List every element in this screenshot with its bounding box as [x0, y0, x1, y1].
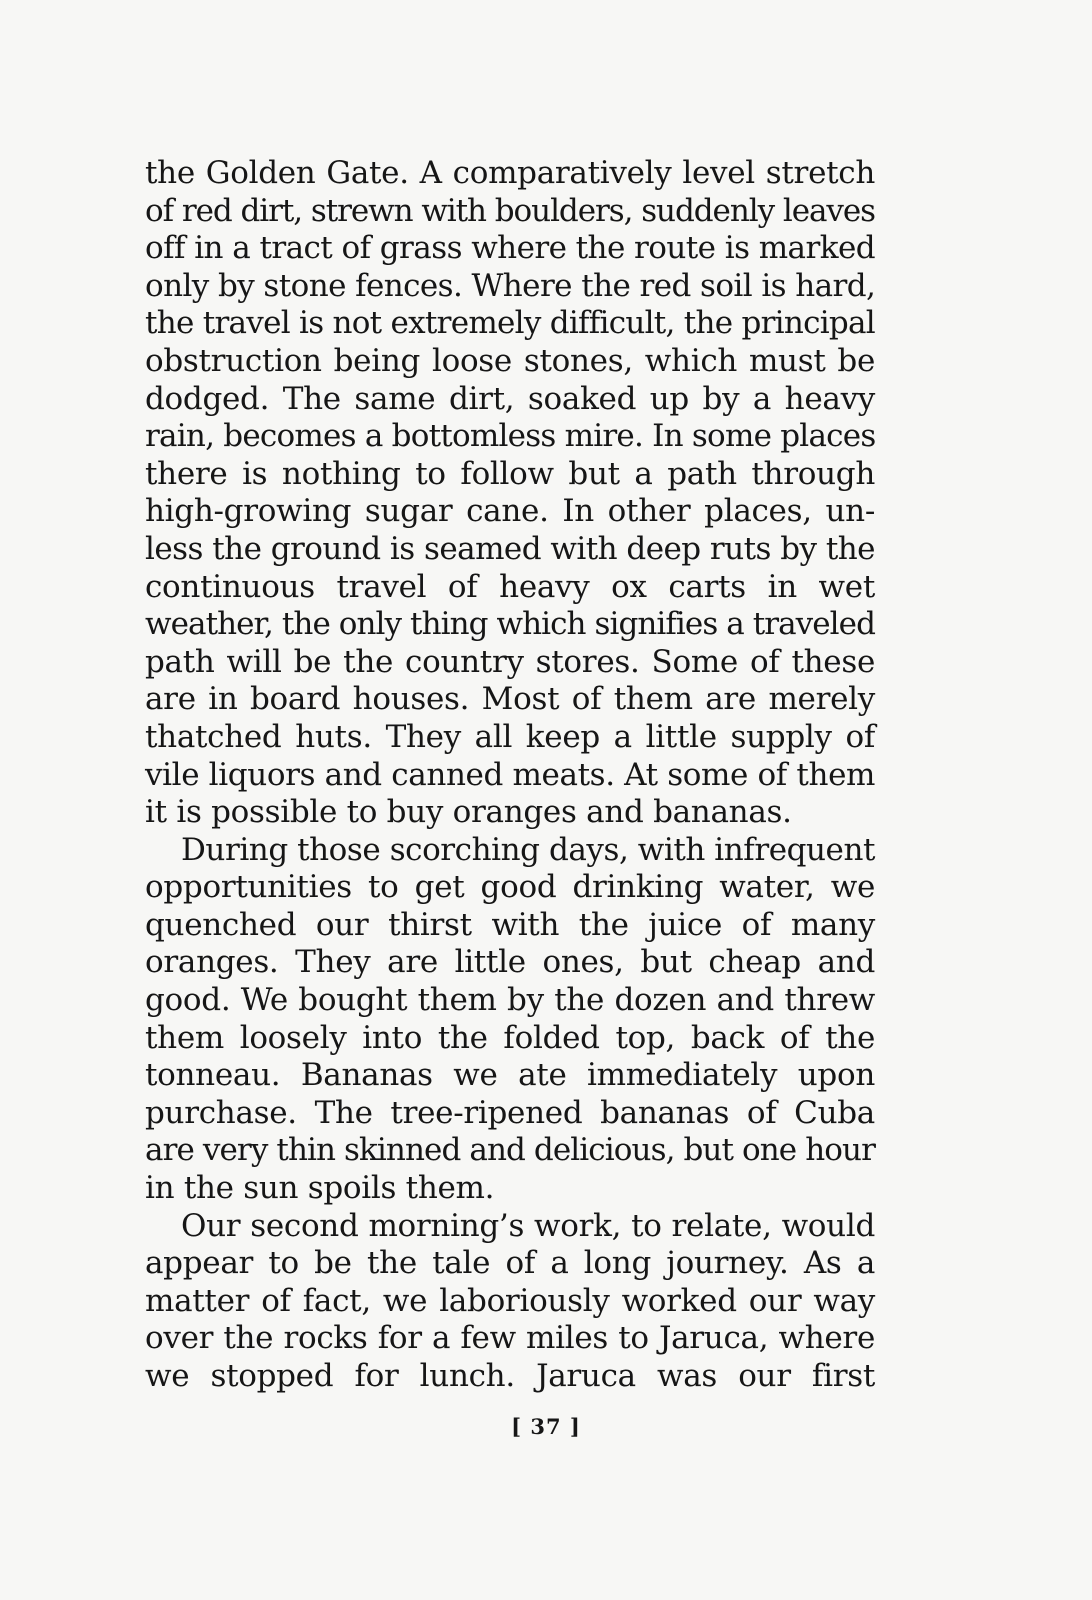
text-line: there is nothing to follow but a path through: [145, 455, 875, 492]
text-line: purchase. The tree-ripened bananas of Cuba: [145, 1094, 875, 1131]
text-line: vile liquors and canned meats. At some of them: [145, 756, 876, 793]
text-line: the travel is not extremely difficult, the principal: [145, 305, 875, 342]
text-line: less the ground is seamed with deep ruts by the: [145, 530, 875, 567]
text-line: During those scorching days, with infrequent: [181, 831, 875, 868]
text-line: of red dirt, strewn with boulders, suddenly leaves: [145, 192, 875, 229]
text-line: the Golden Gate. A comparatively level stretch: [145, 155, 875, 191]
text-line: dodged. The same dirt, soaked up by a heavy: [145, 380, 875, 417]
text-line: rain, becomes a bottomless mire. In some places: [145, 418, 876, 455]
text-line: tonneau. Bananas we ate immediately upon: [145, 1057, 875, 1094]
text-line: in the sun spoils them.: [145, 1170, 495, 1207]
text-line: are very thin skinned and delicious, but one hour: [145, 1132, 875, 1169]
text-line: appear to be the tale of a long journey. As a: [145, 1245, 875, 1282]
text-line: weather, the only thing which signifies a traveled: [145, 606, 875, 643]
text-line: over the rocks for a few miles to Jaruca, where: [145, 1320, 875, 1357]
text-line: high-growing sugar cane. In other places, un-: [145, 493, 875, 530]
text-line: continuous travel of heavy ox carts in wet: [145, 568, 875, 605]
text-line: path will be the country stores. Some of these: [145, 643, 875, 680]
text-line: it is possible to buy oranges and bananas.: [145, 794, 792, 831]
text-line: matter of fact, we laboriously worked our way: [145, 1282, 875, 1319]
text-line: them loosely into the folded top, back of the: [145, 1019, 875, 1056]
text-line: oranges. They are little ones, but cheap and: [145, 944, 875, 981]
text-line: we stopped for lunch. Jaruca was our first: [145, 1358, 875, 1394]
text-line: are in board houses. Most of them are merely: [145, 681, 875, 718]
paragraph: [145, 155, 875, 832]
text-line: off in a tract of grass where the route is marked: [145, 230, 875, 267]
text-line: Our second morning’s work, to relate, would: [181, 1207, 875, 1244]
text-line: only by stone fences. Where the red soil is hard,: [145, 267, 876, 304]
body-text: [145, 155, 875, 1396]
text-line: obstruction being loose stones, which must be: [145, 342, 875, 379]
text-line: opportunities to get good drinking water, we: [145, 869, 875, 906]
paragraph: [145, 1208, 875, 1396]
page-number: [ 37 ]: [511, 1414, 581, 1439]
paragraph: [145, 832, 875, 1208]
text-line: good. We bought them by the dozen and threw: [145, 982, 875, 1019]
text-line: quenched our thirst with the juice of many: [145, 906, 875, 943]
text-line: thatched huts. They all keep a little supply of: [145, 718, 875, 755]
